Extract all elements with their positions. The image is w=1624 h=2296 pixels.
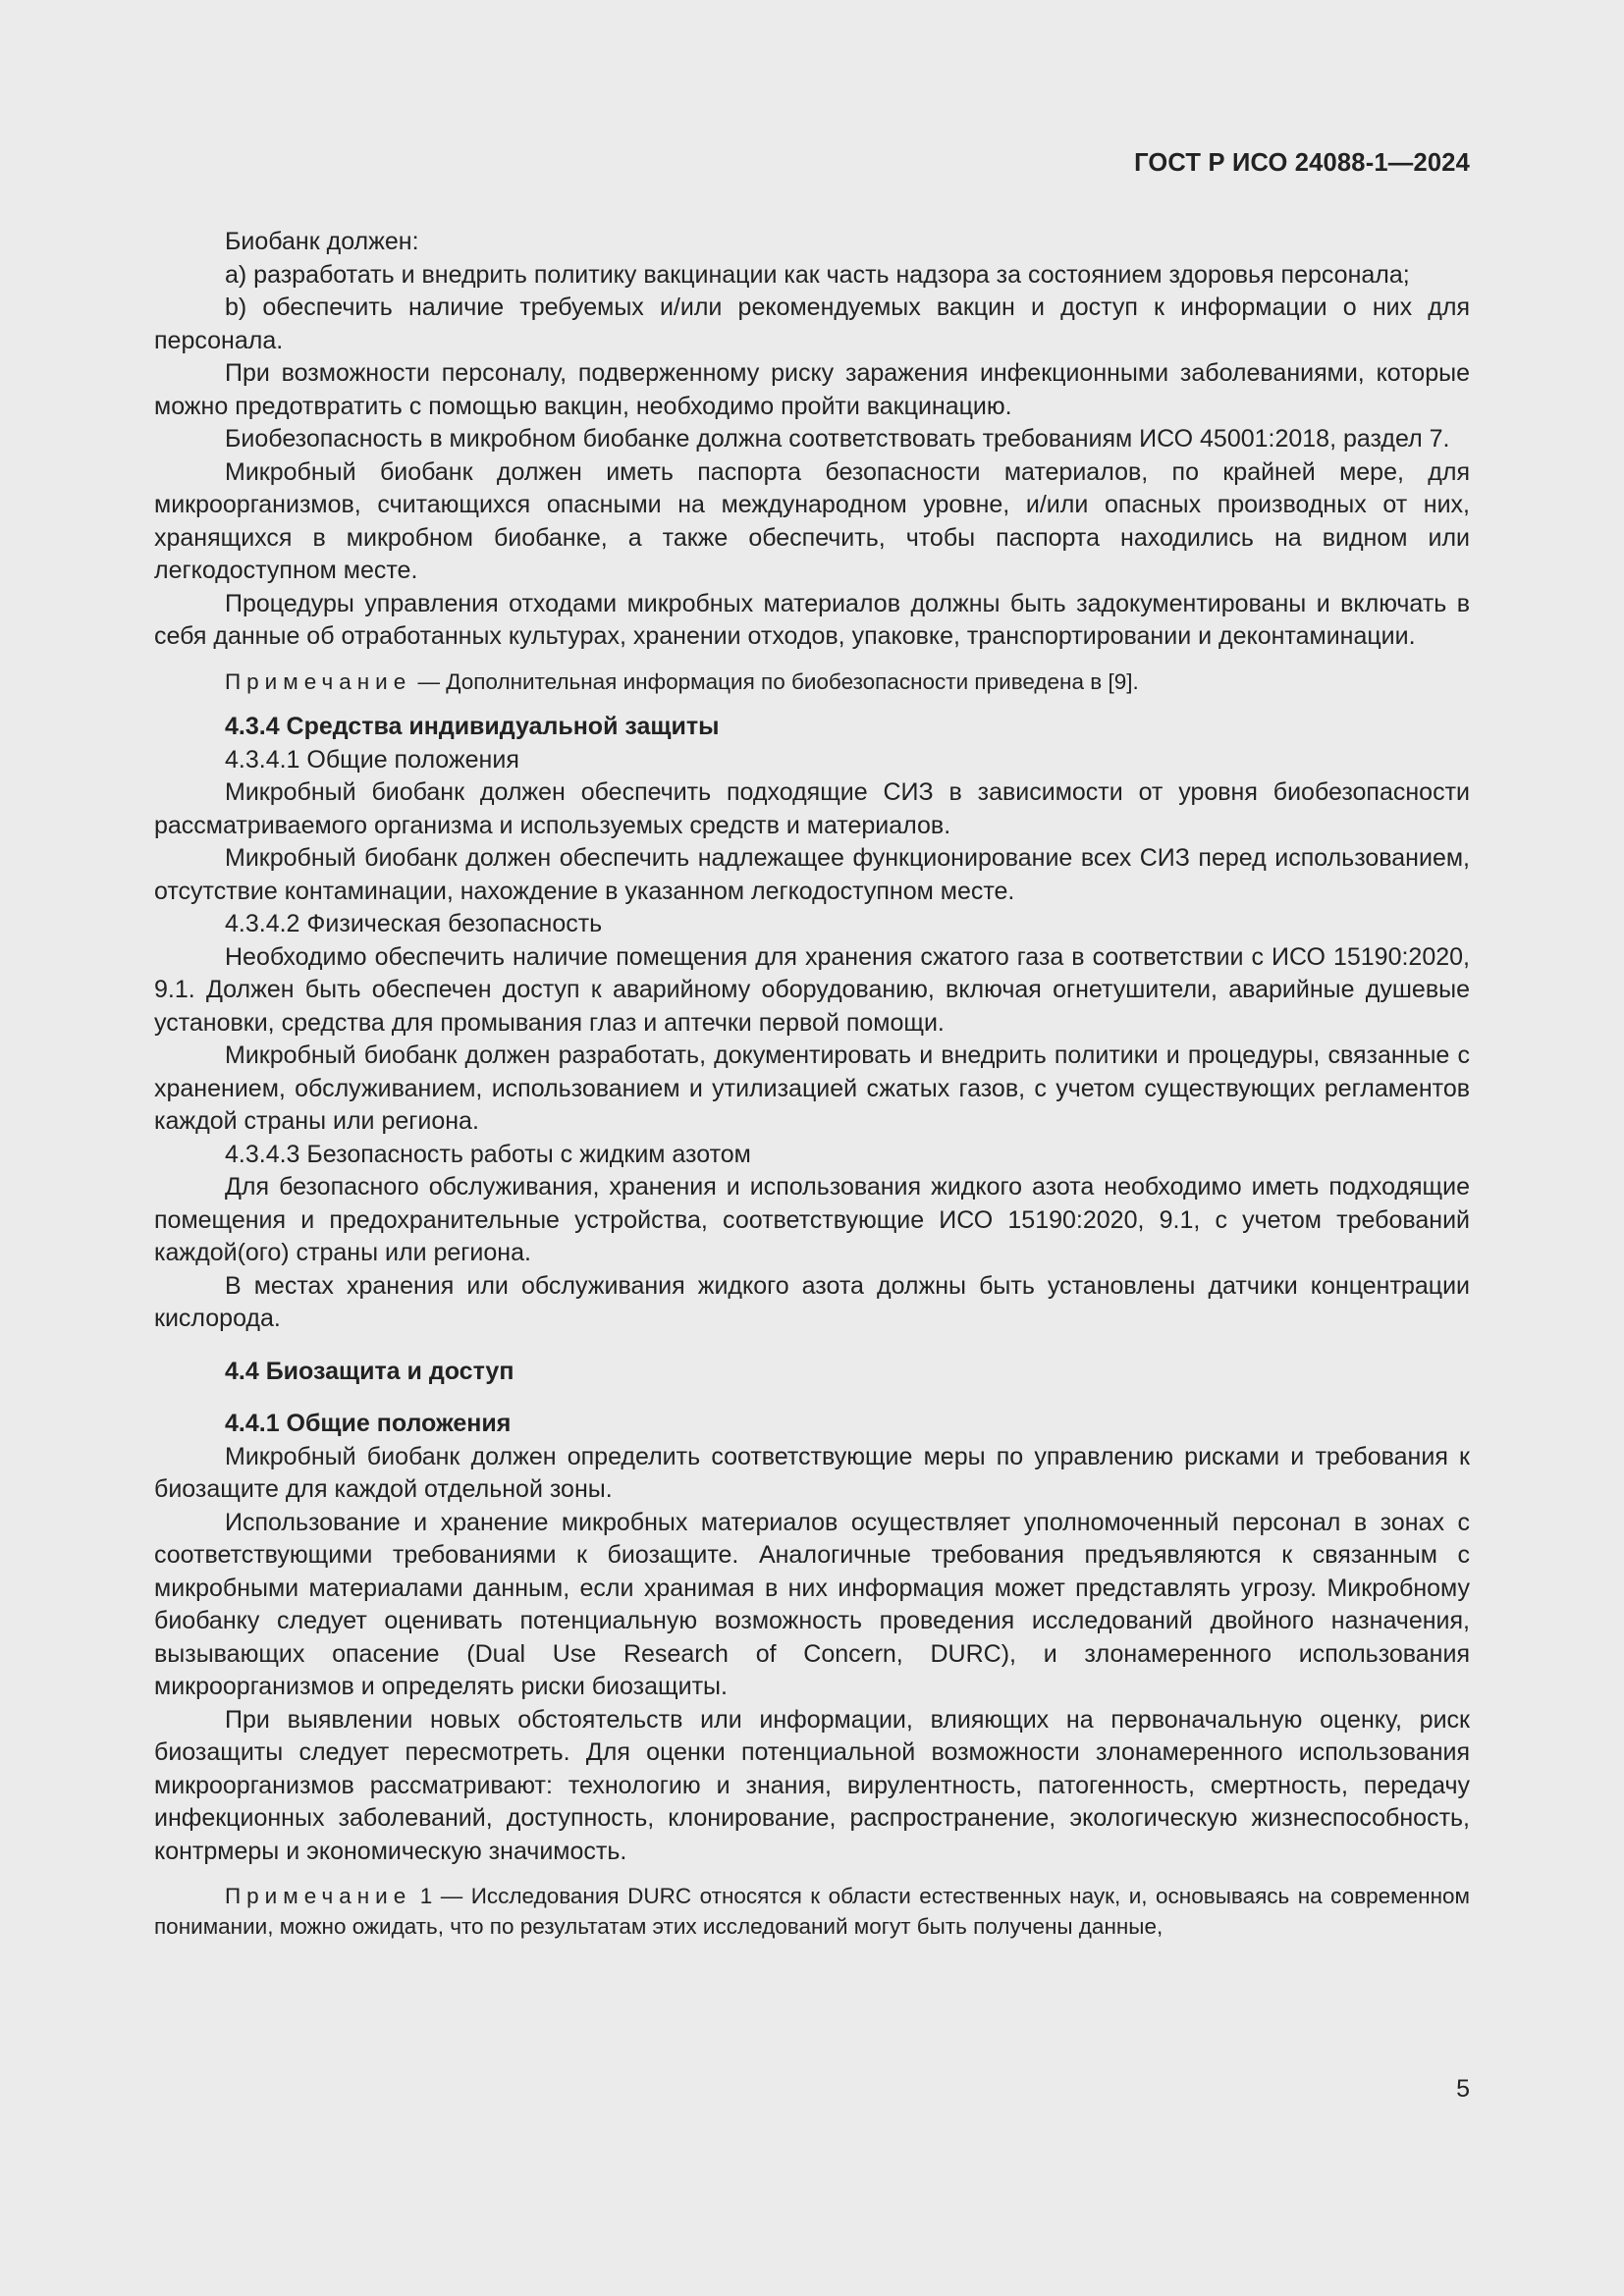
document-header: ГОСТ Р ИСО 24088-1—2024 [1134,149,1470,177]
paragraph: При возможности персоналу, подверженному риску заражения инфекционными заболеваниями, которые можно предотвратить с помощью вакцин, необходимо пройти вакцинацию. [154,359,1470,420]
subsection-heading: 4.3.4.2 Физическая безопасность [225,910,603,937]
list-item-a: a) разработать и внедрить политику вакцинации как часть надзора за состоянием здоровья персонала; [225,260,1410,289]
paragraph: Микробный биобанк должен определить соответствующие меры по управлению рисками и требования к биозащите для каждой отдельной зоны. [154,1442,1470,1503]
paragraph: Микробный биобанк должен обеспечить подходящие СИЗ в зависимости от уровня биобезопасности рассматриваемого организма и используемых средств и материалов. [154,778,1470,839]
subsection-heading: 4.3.4.3 Безопасность работы с жидким азотом [225,1140,751,1168]
note-label: Примечание [225,668,412,694]
document-body [154,226,1470,1942]
note-text: 1 — Исследования DURC относятся к области естественных наук, и, основываясь на современном понимании, можно ожидать, что по результатам этих исследований могут быть получены данные, [154,1884,1470,1939]
paragraph: Для безопасного обслуживания, хранения и использования жидкого азота необходимо иметь подходящие помещения и предохранительные устройства, соответствующие ИСО 15190:2020, 9.1, с учетом требований каждой(ого) страны или региона. [154,1173,1470,1266]
section-heading-4-4: 4.4 Биозащита и доступ [225,1357,514,1385]
paragraph: Микробный биобанк должен разработать, документировать и внедрить политики и процедуры, связанные с хранением, обслуживанием, использованием и утилизацией сжатых газов, с учетом существующих регламентов каждой страны или региона. [154,1041,1470,1135]
list-item-b: b) обеспечить наличие требуемых и/или рекомендуемых вакцин и доступ к информации о них для персонала. [154,294,1470,354]
note-text: — Дополнительная информация по биобезопасности приведена в [9]. [411,668,1139,694]
paragraph: Биобезопасность в микробном биобанке должна соответствовать требованиям ИСО 45001:2018, раздел 7. [225,425,1450,453]
paragraph: В местах хранения или обслуживания жидкого азота должны быть установлены датчики концентрации кислорода. [154,1271,1470,1332]
note [154,667,1470,698]
paragraph: При выявлении новых обстоятельств или информации, влияющих на первоначальную оценку, риск биозащиты следует пересмотреть. Для оценки потенциальной возможности злонамеренного использования микроорганизмов рассматривают: технологию и знания, вирулентность, патогенность, смертность, передачу инфекционных заболеваний, доступность, клонирование, распространение, экологическую жизнеспособность, контрмеры и экономическую значимость. [154,1705,1470,1865]
page-number: 5 [1456,2075,1470,2103]
paragraph: Биобанк должен: [225,228,419,255]
note [154,1882,1470,1942]
note-label: Примечание [225,1884,412,1908]
section-heading-4-4-1: 4.4.1 Общие положения [225,1410,512,1437]
paragraph: Необходимо обеспечить наличие помещения для хранения сжатого газа в соответствии с ИСО 15190:2020, 9.1. Должен быть обеспечен доступ к аварийному оборудованию, включая огнетушители, аварийные душевые установки, средства для промывания глаз и аптечки первой помощи. [154,942,1470,1037]
section-heading-4-3-4: 4.3.4 Средства индивидуальной защиты [225,713,720,740]
paragraph: Микробный биобанк должен иметь паспорта безопасности материалов, по крайней мере, для микроорганизмов, считающихся опасными на международном уровне, и/или опасных производных от них, хранящихся в микробном биобанке, а также обеспечить, чтобы паспорта находились на видном или легкодоступном месте. [154,457,1470,584]
subsection-heading: 4.3.4.1 Общие положения [225,745,519,774]
paragraph: Процедуры управления отходами микробных материалов должны быть задокументированы и включать в себя данные об отработанных культурах, хранении отходов, упаковке, транспортировании и деконтаминации. [154,589,1470,650]
paragraph: Использование и хранение микробных материалов осуществляет уполномоченный персонал в зонах с соответствующими требованиями к биозащите. Аналогичные требования предъявляются к связанным с микробными материалами данным, если хранимая в них информация может представлять угрозу. Микробному биобанку следует оценивать потенциальную возможность проведения исследований двойного назначения, вызывающих опасение (Dual Use Research of Concern, DURC), и злонамеренного использования микроорганизмов и определять риски биозащиты. [154,1508,1470,1700]
paragraph: Микробный биобанк должен обеспечить надлежащее функционирование всех СИЗ перед использованием, отсутствие контаминации, нахождение в указанном легкодоступном месте. [154,844,1470,905]
